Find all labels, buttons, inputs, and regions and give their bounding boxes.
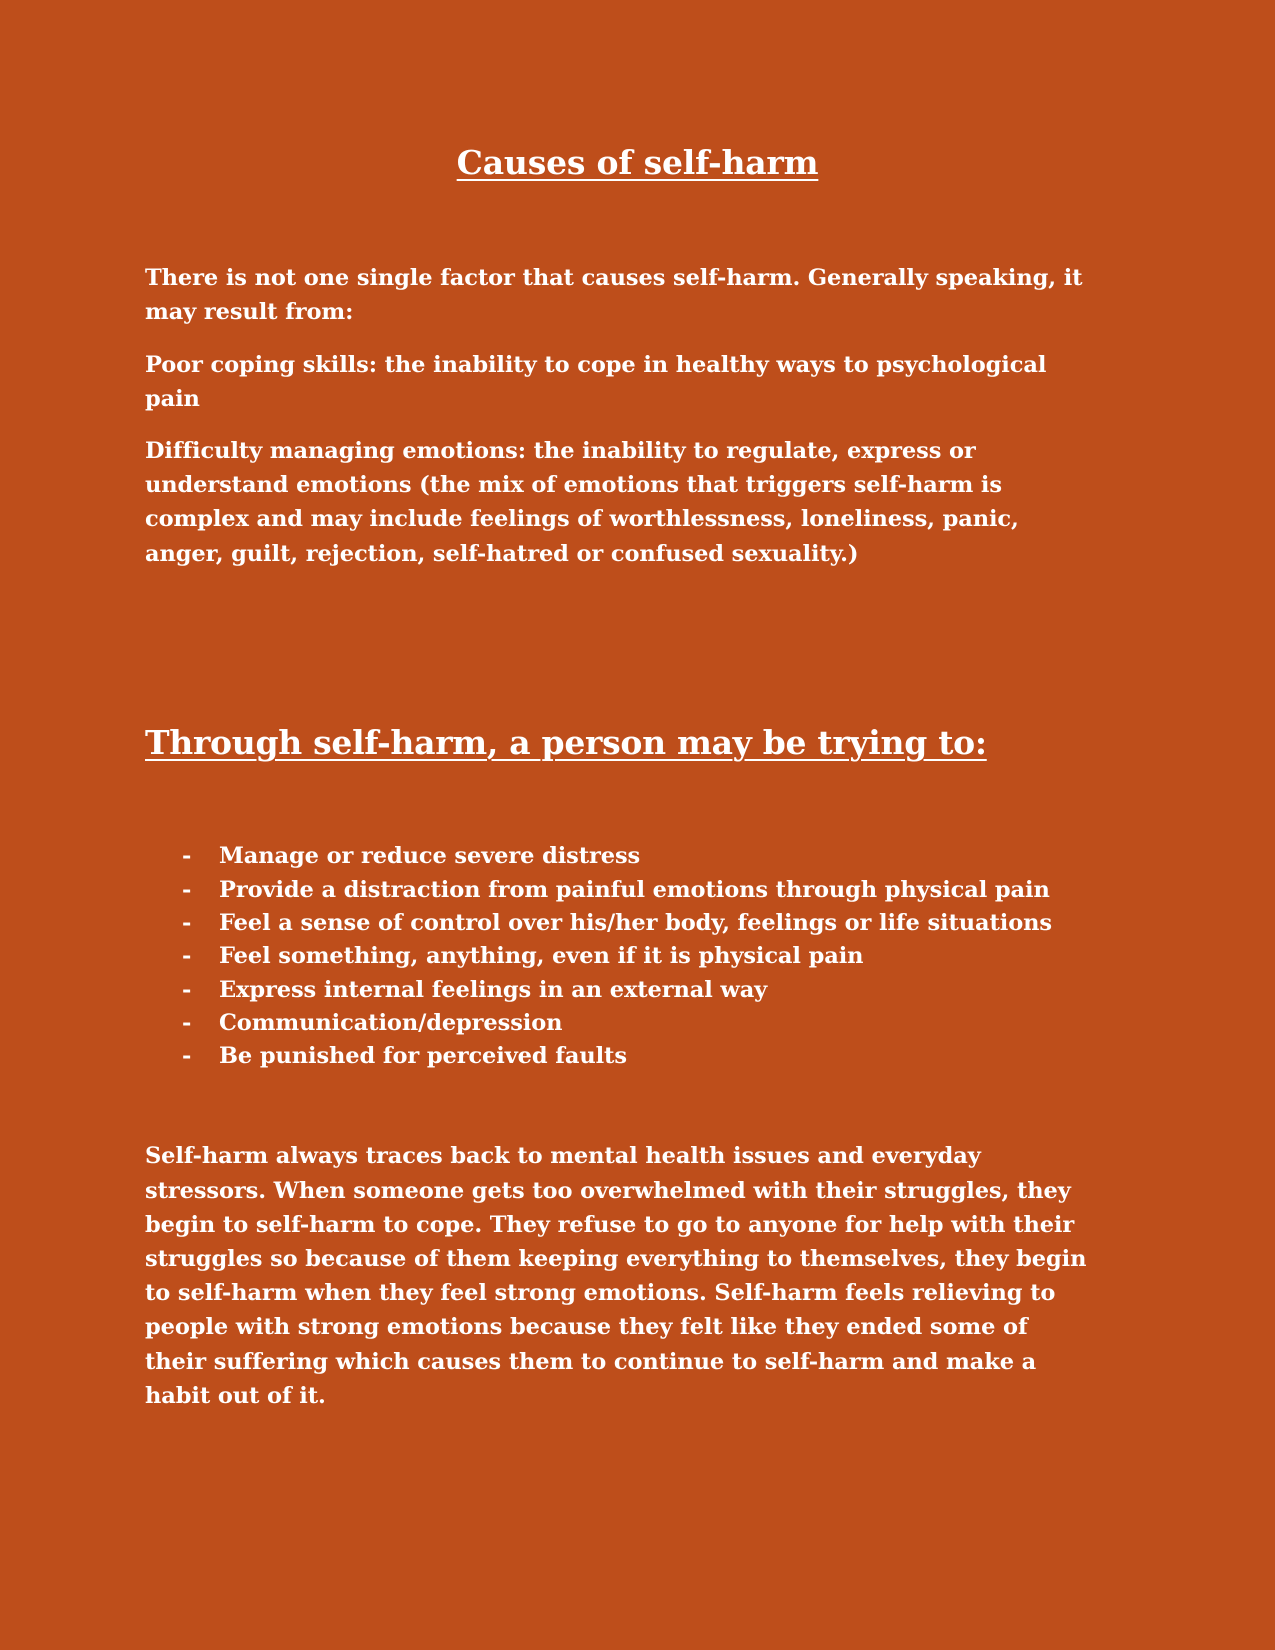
list-item bbox=[182, 907, 1130, 940]
section-heading-text: Through self-harm, a person may be trying to: bbox=[145, 722, 987, 762]
dash-bullet-icon: - bbox=[182, 1009, 192, 1036]
dash-bullet-icon: - bbox=[182, 843, 192, 870]
intro-section bbox=[145, 261, 1130, 571]
list-item-label: Express internal feelings in an external way bbox=[219, 976, 768, 1003]
dash-bullet-icon: - bbox=[182, 1043, 192, 1070]
dash-bullet-icon: - bbox=[182, 976, 192, 1003]
intro-paragraph-2: Poor coping skills: the inability to cope in healthy ways to psychological pain bbox=[145, 351, 1047, 412]
trying-to-list bbox=[145, 762, 1130, 1073]
section-heading bbox=[145, 571, 1130, 763]
list-item bbox=[182, 974, 1130, 1007]
list-item-label: Feel a sense of control over his/her body, feelings or life situations bbox=[219, 909, 1052, 936]
list-item bbox=[182, 840, 1130, 873]
intro-paragraph-3: Difficulty managing emotions: the inability to regulate, express or understand emotions (the mix of emotions that triggers self-harm is complex and may include feelings of worthlessness, loneliness, panic, anger, guilt, rejection, self-hatred or confused sexuality.) bbox=[145, 438, 1019, 567]
closing-section bbox=[145, 1073, 1130, 1413]
intro-paragraph-1: There is not one single factor that causes self-harm. Generally speaking, it may result from: bbox=[145, 265, 1083, 326]
closing-paragraph: Self-harm always traces back to mental health issues and everyday stressors. When someone gets too overwhelmed with their struggles, they begin to self-harm to cope. They refuse to go to anyone for help with their struggles so because of them keeping everything to themselves, they begin to self-harm when they feel strong emotions. Self-harm feels relieving to people with strong emotions because they felt like they ended some of their suffering which causes them to continue to self-harm and make a habit out of it. bbox=[145, 1143, 1087, 1409]
page-title bbox=[145, 0, 1130, 183]
list-item-label: Manage or reduce severe distress bbox=[219, 843, 641, 870]
list-item-label: Be punished for perceived faults bbox=[219, 1043, 627, 1070]
list-item bbox=[182, 1040, 1130, 1073]
dash-bullet-icon: - bbox=[182, 943, 192, 970]
dash-bullet-icon: - bbox=[182, 909, 192, 936]
list-item-label: Communication/depression bbox=[219, 1009, 563, 1036]
list-item-label: Provide a distraction from painful emotions through physical pain bbox=[219, 876, 1050, 903]
dash-bullet-icon: - bbox=[182, 876, 192, 903]
list-item-label: Feel something, anything, even if it is physical pain bbox=[219, 943, 864, 970]
list-item bbox=[182, 940, 1130, 973]
list-item bbox=[182, 1007, 1130, 1040]
list-item bbox=[182, 874, 1130, 907]
page-title-text: Causes of self-harm bbox=[456, 143, 819, 182]
